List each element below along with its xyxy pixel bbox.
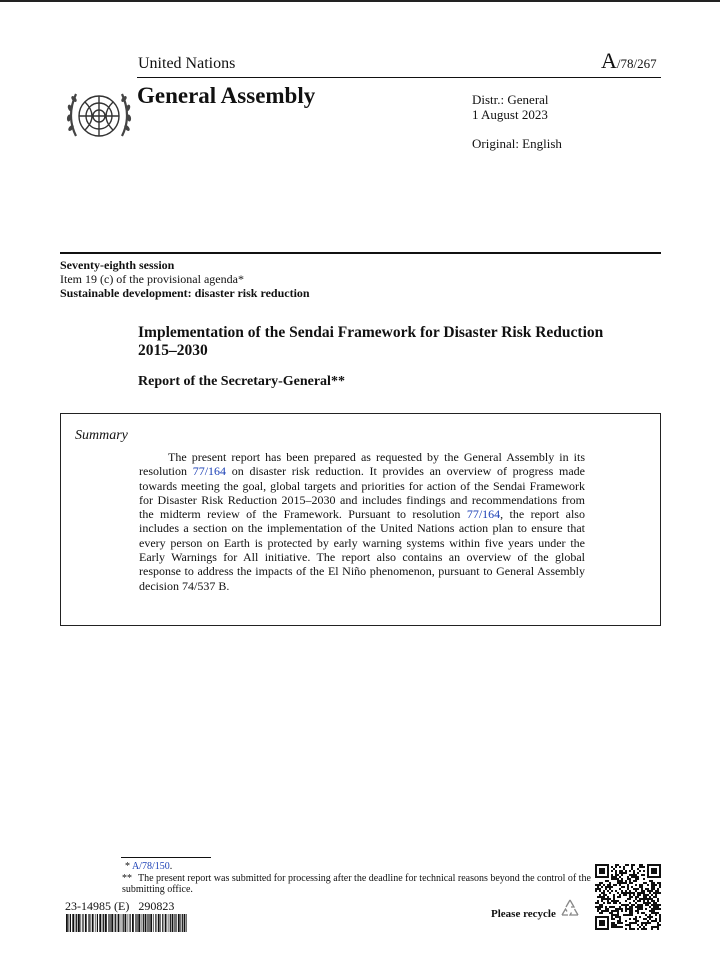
doc-number: 23-14985 (E) (65, 899, 130, 913)
barcode (66, 914, 190, 932)
org-name: United Nations (138, 55, 236, 72)
footnote-1 (125, 861, 172, 872)
summary-part-1: The present report has been prepared as requested by the General Assembly in its resolution (139, 450, 585, 479)
agenda-link[interactable]: A/78/150 (131, 861, 170, 872)
footnote-2-text: The present report was submitted for processing after the deadline for technical reasons beyond the control of the submitting office. (122, 873, 591, 895)
footnote-2 (122, 873, 592, 895)
qr-code (595, 864, 661, 930)
session-info (60, 258, 310, 300)
footnote-rule (121, 857, 211, 858)
footnote-1-mark: * (125, 861, 130, 872)
doc-date: 290823 (138, 899, 175, 913)
un-emblem-icon (62, 84, 136, 148)
footnote-2-mark: ** (122, 873, 132, 884)
agenda-item: Item 19 (c) of the provisional agenda* (60, 272, 244, 286)
issue-date: 1 August 2023 (472, 107, 548, 122)
section-rule (60, 252, 661, 254)
original-language: Original: English (472, 136, 562, 151)
distribution-block (472, 92, 549, 122)
summary-text (139, 450, 585, 593)
distribution: Distr.: General (472, 92, 549, 107)
resolution-link-1[interactable]: 77/164 (192, 464, 227, 479)
body-title: General Assembly (137, 83, 316, 108)
summary-part-3: , the report also includes a section on the implementation of the United Nations action plan to ensure that every person on Earth is protected by early warning systems within five years under the Early Warnings for All initiative. The report also contains an overview of the global response to address the impacts of the El Niño phenomenon, pursuant to General Assembly decision 74/537 B. (139, 507, 585, 593)
symbol-suffix: /78/267 (616, 56, 657, 71)
symbol-prefix: A (601, 48, 617, 73)
recycle-icon (558, 897, 582, 921)
resolution-link-2[interactable]: 77/164 (466, 507, 501, 522)
report-title: Implementation of the Sendai Framework for Disaster Risk Reduction 2015–2030 (138, 324, 604, 359)
agenda-topic: Sustainable development: disaster risk reduction (60, 286, 310, 300)
summary-label: Summary (75, 428, 128, 443)
session-name: Seventy-eighth session (60, 258, 175, 272)
summary-part-2: on disaster risk reduction. It provides an overview of progress made towards meeting the goal, global targets and priorities for action of the Sendai Framework for Disaster Risk Reduction 2015–2030 and includes findings and recommendations from the midterm review of the Framework. Pursuant to resolution (139, 464, 585, 522)
page-top-border (0, 0, 720, 2)
report-subtitle: Report of the Secretary-General** (138, 374, 345, 389)
footnote-1-end: . (169, 861, 173, 872)
header-rule (137, 77, 661, 78)
recycle-text: Please recycle (491, 908, 556, 920)
document-symbol (601, 48, 657, 74)
document-number (65, 899, 174, 914)
